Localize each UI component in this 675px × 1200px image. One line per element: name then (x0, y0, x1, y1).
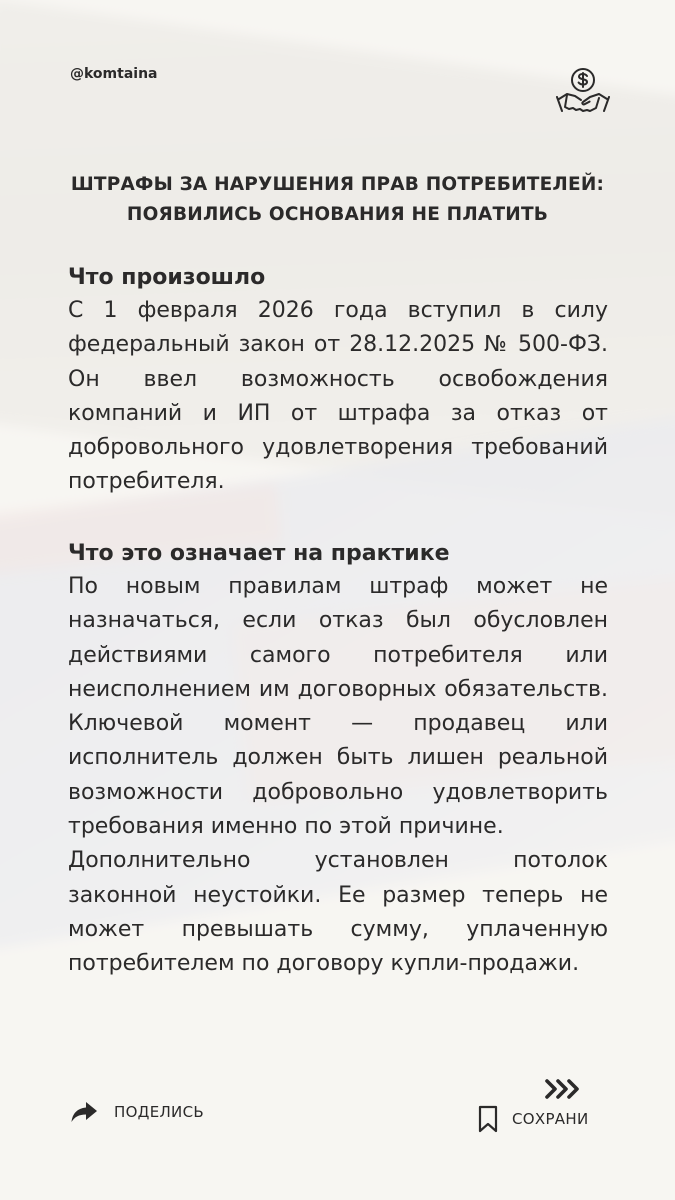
section-paragraph: По новым правилам штраф может не назначаться, если отказ был обусловлен действиями самого потребителя или неисполнением им договорных обязательств. Ключевой момент — продавец или исполнитель должен быть лишен реальной возможности добровольно удовлетворить требования именно по этой причине. (68, 574, 608, 840)
author-handle[interactable]: @komtaina (70, 66, 158, 82)
bookmark-icon (478, 1105, 498, 1133)
triple-chevron-right-icon[interactable] (544, 1078, 582, 1100)
save-area (478, 1078, 608, 1138)
save-button[interactable] (478, 1105, 588, 1133)
section-paragraph: Дополнительно установлен потолок законной неустойки. Ее размер теперь не может превышать сумму, уплаченную потребителем по договору купли-продажи. (68, 848, 608, 977)
share-label: ПОДЕЛИСЬ (114, 1103, 204, 1121)
title-line-2: ПОЯВИЛИСЬ ОСНОВАНИЯ НЕ ПЛАТИТЬ (126, 204, 549, 225)
share-button[interactable] (70, 1100, 204, 1124)
section-paragraph: С 1 февраля 2026 года вступил в силу федеральный закон от 28.12.2025 № 500-ФЗ. Он ввел возможность освобождения компаний и ИП от штрафа за отказ от добровольного удовлетворения требований потребителя. (68, 298, 608, 495)
post-title (40, 170, 635, 230)
money-handshake-icon (556, 66, 610, 116)
section-what-happened (68, 262, 608, 500)
section-heading: Что это означает на практике (68, 541, 450, 566)
save-label: СОХРАНИ (512, 1110, 589, 1128)
share-arrow-icon (70, 1100, 98, 1124)
section-practice-meaning (68, 538, 608, 982)
section-heading: Что произошло (68, 265, 266, 290)
title-line-1: ШТРАФЫ ЗА НАРУШЕНИЯ ПРАВ ПОТРЕБИТЕЛЕЙ: (70, 174, 605, 195)
